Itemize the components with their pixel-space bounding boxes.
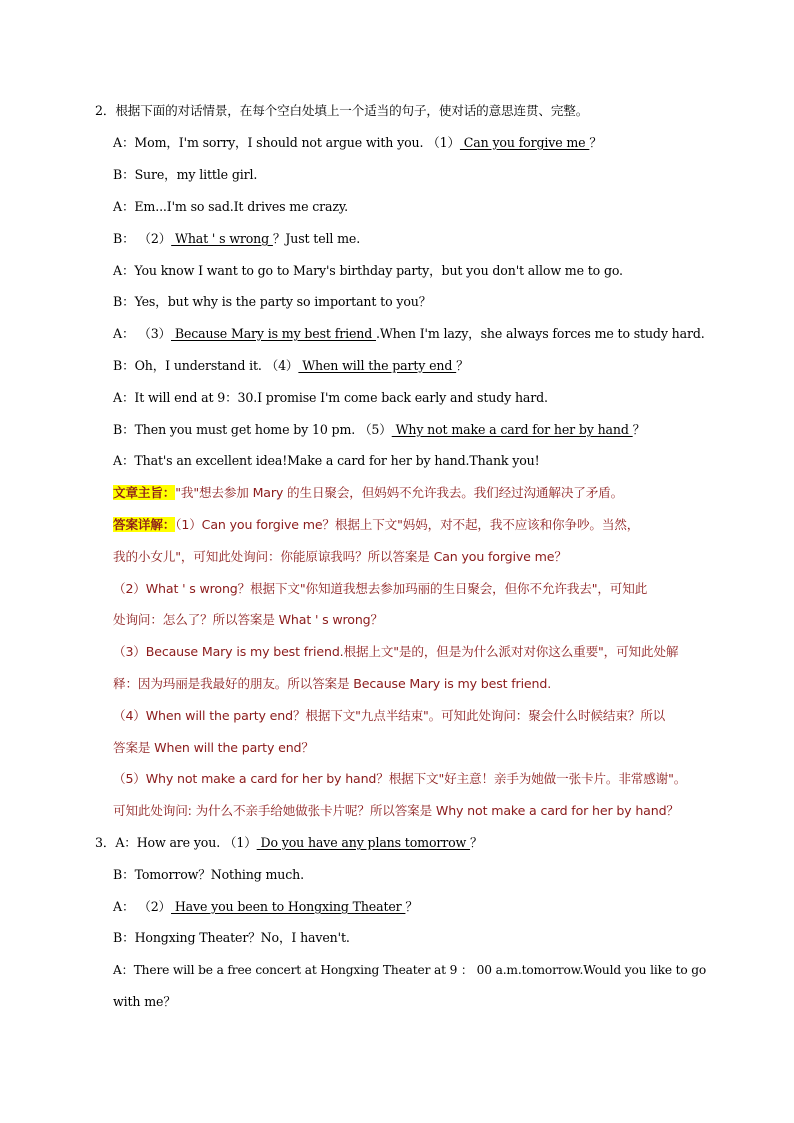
answer-blank: Do you have any plans tomorrow — [256, 835, 471, 850]
line-text: Sure，my little girl. — [134, 167, 258, 182]
line-text-after: ？ — [405, 899, 418, 914]
line-text: That's an excellent idea!Make a card for her by hand.Thank you! — [134, 453, 540, 468]
speaker: A： — [113, 390, 135, 405]
gist-label: 文章主旨： — [113, 485, 176, 500]
q2-dialogue-line — [113, 231, 360, 247]
speaker: A： — [113, 453, 135, 468]
explanation-text: （5）Why not make a card for her by hand？根据下文"好主意！亲手为她做一张卡片。非常感谢"。 — [113, 771, 687, 786]
explanation-text: 我的小女儿"，可知此处询问：你能原谅我吗？所以答案是 Can you forgive me？ — [113, 549, 567, 564]
q2-dialogue-line — [113, 358, 469, 374]
explanation-line — [113, 549, 567, 565]
explanation-label: 答案详解： — [113, 517, 176, 532]
line-text: （3） — [134, 326, 171, 341]
q2-instruction: 根据下面的对话情景，在每个空白处填上一个适当的句子，使对话的意思连贯、完整。 — [115, 103, 589, 118]
answer-blank: When will the party end — [298, 358, 457, 373]
answer-blank: Can you forgive me — [459, 135, 590, 150]
answer-blank: Why not make a card for her by hand — [391, 422, 633, 437]
gist-text: "我"想去参加 Mary 的生日聚会，但妈妈不允许我去。我们经过沟通解决了矛盾。 — [175, 485, 624, 500]
line-text: Em...I'm so sad.It drives me crazy. — [134, 199, 348, 214]
explanation-line — [113, 644, 678, 660]
line-text: You know I want to go to Mary's birthday party，but you don't allow me to go. — [134, 263, 623, 278]
q2-dialogue-line — [113, 135, 602, 151]
line-text: Then you must get home by 10 pm. （5） — [134, 422, 392, 437]
line-text: How are you. （1） — [136, 835, 257, 850]
answer-blank: What ' s wrong — [171, 231, 273, 246]
speaker: A： — [113, 326, 135, 341]
q2-dialogue-line — [113, 326, 705, 342]
speaker: B： — [113, 231, 135, 246]
speaker: A： — [113, 899, 135, 914]
line-text: There will be a free concert at Hongxing Theater at 9 ： 00 a.m.tomorrow.Would you like to go — [133, 963, 707, 977]
explanation-text: （4）When will the party end？根据下文"九点半结束"。可知此处询问：聚会什么时候结束？所以 — [113, 708, 666, 723]
speaker: A： — [113, 135, 135, 150]
explanation-text: 释：因为玛丽是我最好的朋友。所以答案是 Because Mary is my best friend. — [113, 676, 552, 691]
line-text-after: ？ — [456, 358, 469, 373]
q2-dialogue-line — [113, 294, 431, 310]
speaker: B： — [113, 867, 135, 882]
q2-dialogue-line — [113, 390, 548, 406]
q2-dialogue-line — [113, 263, 623, 279]
explanation-text: （1）Can you forgive me？根据上下文"妈妈，对不起，我不应该和你争吵。当然， — [175, 517, 640, 532]
explanation-line — [113, 803, 679, 819]
explanation-line — [113, 676, 551, 692]
line-text-after: ？ — [470, 835, 483, 850]
speaker: A： — [113, 199, 135, 214]
explanation-text: 处询问：怎么了？所以答案是 What ' s wrong？ — [113, 612, 383, 627]
line-text-after: ？ — [589, 135, 602, 150]
speaker: A： — [113, 963, 134, 977]
answer-blank: Because Mary is my best friend — [171, 326, 376, 341]
speaker: B： — [113, 167, 135, 182]
line-text: （2） — [134, 231, 172, 246]
line-text-after: ？ — [632, 422, 646, 437]
line-text: It will end at 9：30.I promise I'm come back early and study hard. — [134, 390, 548, 405]
speaker: B： — [113, 930, 135, 945]
gist-line — [113, 485, 623, 501]
q2-instruction-line — [95, 103, 588, 119]
line-text-after: .When I'm lazy，she always forces me to study hard. — [375, 326, 705, 341]
q3-dialogue-line — [113, 899, 418, 915]
q3-dialogue-line — [113, 930, 350, 946]
line-text: Oh，I understand it. （4） — [134, 358, 299, 373]
speaker: A： — [115, 835, 137, 850]
explanation-line — [113, 517, 639, 533]
speaker: B： — [113, 422, 135, 437]
line-text: Mom，I'm sorry，I should not argue with you. （1） — [134, 135, 460, 150]
explanation-text: 答案是 When will the party end？ — [113, 740, 314, 755]
explanation-line — [113, 708, 665, 724]
speaker: B： — [113, 294, 135, 309]
q2-number: 2． — [95, 103, 116, 118]
explanation-line — [113, 581, 647, 597]
explanation-text: 可知此处询问: 为什么不亲手给她做张卡片呢？所以答案是 Why not make a card for her by hand？ — [113, 803, 679, 818]
q2-dialogue-line — [113, 453, 540, 469]
explanation-line — [113, 771, 686, 787]
line-text: （2） — [134, 899, 171, 914]
explanation-line — [113, 740, 314, 756]
line-text: Tomorrow？Nothing much. — [134, 867, 304, 882]
q3-dialogue-line — [113, 962, 706, 978]
q3-dialogue-line — [95, 835, 482, 851]
explanation-line — [113, 612, 383, 628]
q2-dialogue-line — [113, 199, 348, 215]
explanation-text: （2）What ' s wrong？根据下文"你知道我想去参加玛丽的生日聚会，但你不允许我去"，可知此 — [113, 581, 648, 596]
speaker: A： — [113, 263, 135, 278]
q2-dialogue-line — [113, 167, 257, 183]
q3-dialogue-line — [113, 867, 304, 883]
speaker: B： — [113, 358, 135, 373]
q3-number: 3． — [95, 835, 116, 850]
q3-dialogue-line — [113, 994, 176, 1010]
line-text: with me？ — [113, 994, 176, 1009]
answer-blank: Have you been to Hongxing Theater — [171, 899, 406, 914]
explanation-text: （3）Because Mary is my best friend.根据上文"是的，但是为什么派对对你这么重要"，可知此处解 — [113, 644, 679, 659]
line-text: Yes，but why is the party so important to you？ — [134, 294, 432, 309]
q2-dialogue-line — [113, 422, 645, 438]
line-text-after: ？Just tell me. — [272, 231, 361, 246]
line-text: Hongxing Theater？No，I haven't. — [134, 930, 350, 945]
